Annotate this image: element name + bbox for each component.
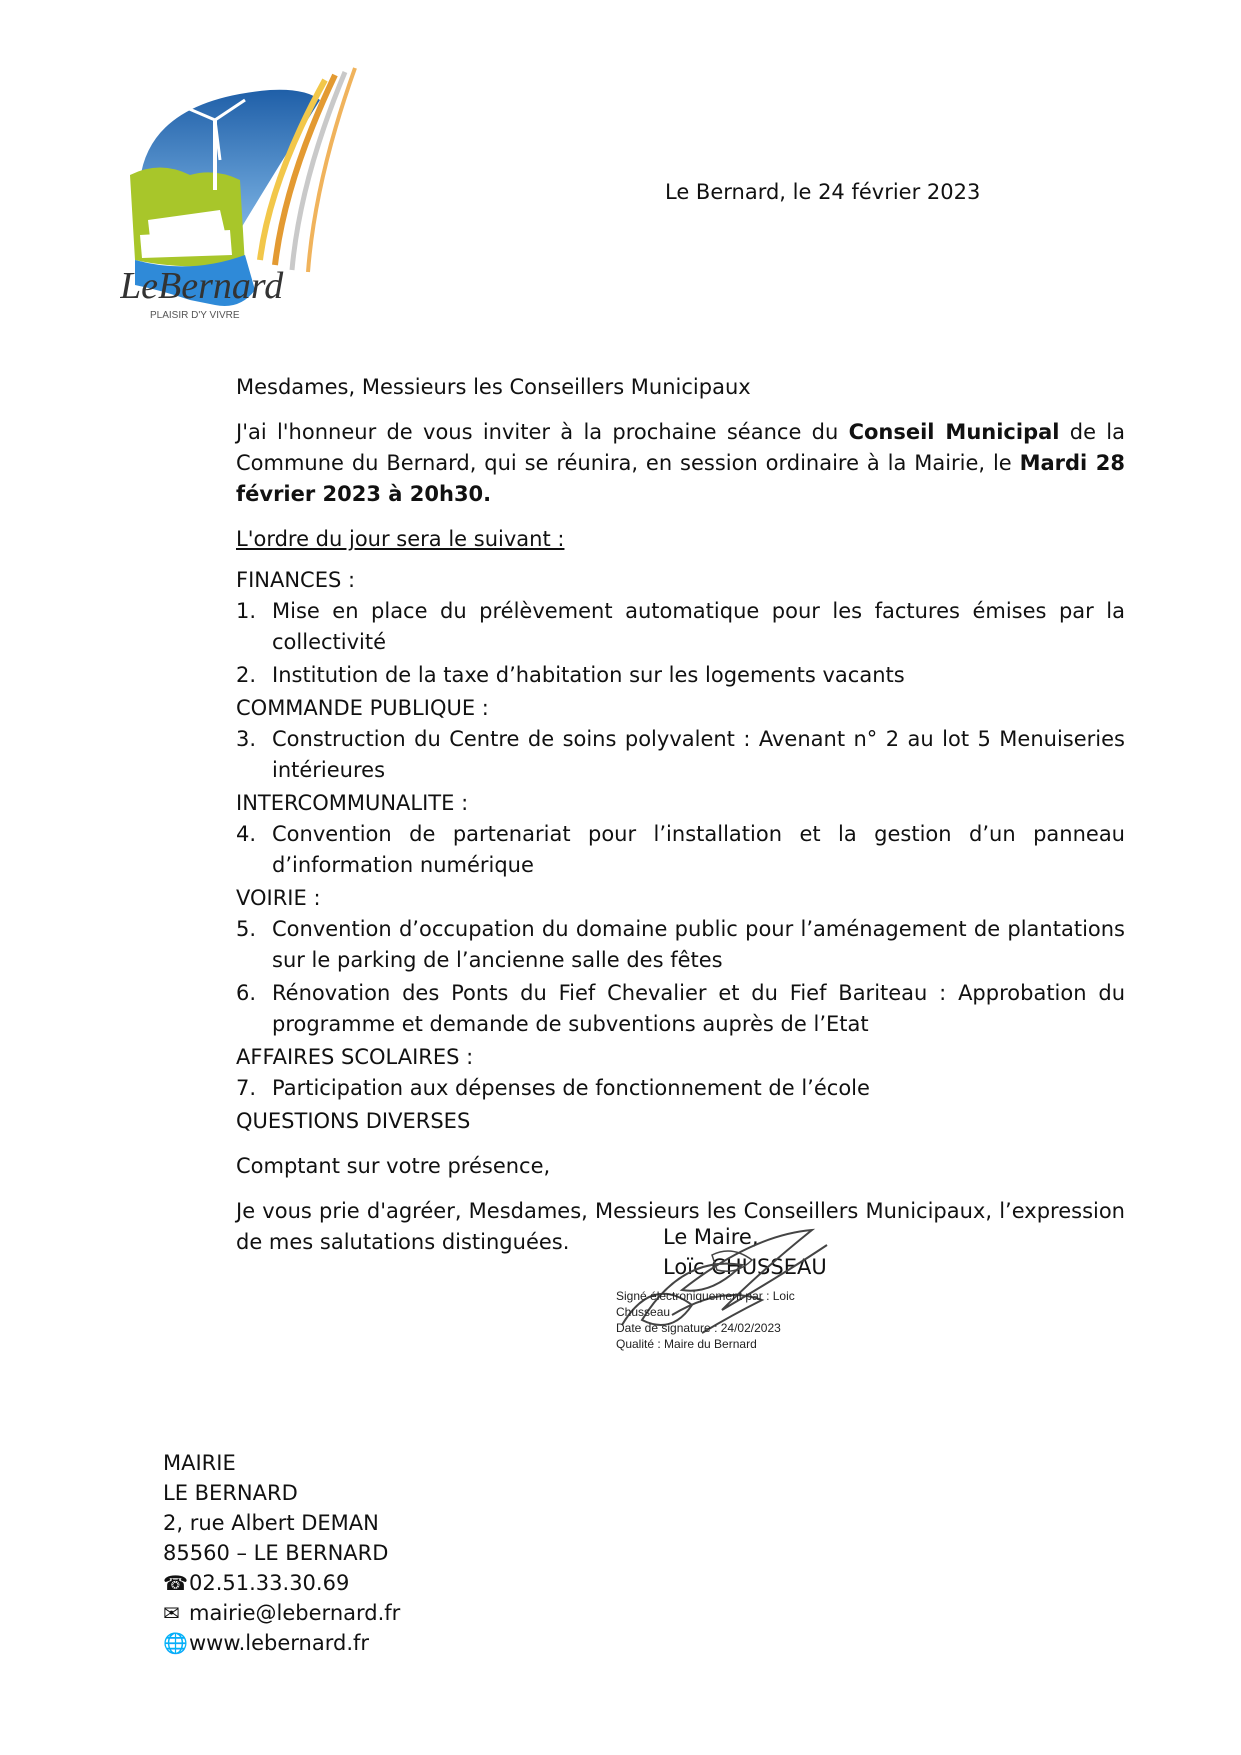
closing-presence: Comptant sur votre présence, (236, 1154, 551, 1178)
globe-icon: 🌐 (163, 1631, 188, 1655)
agenda-item: 4. Convention de partenariat pour l’installation et la gestion d’un panneau d’information numérique (236, 822, 1125, 877)
section-title: VOIRIE : (236, 886, 321, 910)
logo-tagline: PLAISIR D'Y VIVRE (150, 310, 240, 321)
agenda-title: L'ordre du jour sera le suivant : (236, 527, 565, 551)
agenda-item: 1. Mise en place du prélèvement automatique pour les factures émises par la collectivité (236, 599, 1125, 654)
address-line1: MAIRIE (163, 1451, 236, 1475)
agenda-item: 2. Institution de la taxe d’habitation sur les logements vacants (236, 663, 905, 687)
website-line[interactable] (163, 1628, 400, 1658)
agenda-item: 7. Participation aux dépenses de fonctionnement de l’école (236, 1076, 870, 1100)
agenda-section-finances (236, 565, 1125, 691)
phone-line (163, 1568, 400, 1598)
agenda-item: 5. Convention d’occupation du domaine public pour l’aménagement de plantations sur le parking de l’ancienne salle des fêtes (236, 917, 1125, 972)
email-link[interactable]: mairie@lebernard.fr (189, 1601, 401, 1625)
address-line2: LE BERNARD (163, 1481, 298, 1505)
intro-paragraph: J'ai l'honneur de vous inviter à la prochaine séance du Conseil Municipal de la Commune du Bernard, qui se réunira, en session ordinaire à la Mairie, le Mardi 28 février 2023 à 20h30. (236, 420, 1125, 506)
stamp-line: Chusseau (616, 1305, 671, 1319)
agenda-section-commande-publique (236, 693, 1125, 786)
signer-name: Loïc CHUSSEAU (663, 1255, 827, 1279)
agenda-section-affaires-scolaires (236, 1042, 1125, 1104)
agenda-item: 3. Construction du Centre de soins polyvalent : Avenant n° 2 au lot 5 Menuiseries intérieures (236, 727, 1125, 782)
envelope-icon: ✉ (163, 1601, 180, 1625)
signer-role: Le Maire, (663, 1225, 759, 1249)
mairie-address (163, 1448, 400, 1658)
address-city: 85560 – LE BERNARD (163, 1541, 389, 1565)
section-title: COMMANDE PUBLIQUE : (236, 696, 489, 720)
stamp-line: Date de signature : 24/02/2023 (616, 1321, 781, 1335)
stamp-line: Qualité : Maire du Bernard (616, 1337, 757, 1351)
closing-salutations: Je vous prie d'agréer, Mesdames, Messieurs les Conseillers Municipaux, l’expression de mes salutations distinguées. (236, 1199, 1125, 1254)
agenda-section-voirie (236, 883, 1125, 1040)
section-title: INTERCOMMUNALITE : (236, 791, 469, 815)
address-street: 2, rue Albert DEMAN (163, 1511, 379, 1535)
stamp-line: Signé électroniquement par : Loic (616, 1289, 795, 1303)
phone-number: 02.51.33.30.69 (189, 1571, 350, 1595)
letter-date: Le Bernard, le 24 février 2023 (665, 180, 981, 204)
email-line[interactable] (163, 1598, 400, 1628)
section-title: FINANCES : (236, 568, 356, 592)
le-bernard-logo (120, 60, 380, 350)
letter-body (236, 372, 1125, 1272)
agenda-section-intercommunalite (236, 788, 1125, 881)
phone-icon: ☎ (163, 1571, 188, 1595)
salutation: Mesdames, Messieurs les Conseillers Municipaux (236, 375, 751, 399)
electronic-signature-stamp (616, 1288, 795, 1352)
agenda-item: 6. Rénovation des Ponts du Fief Chevalier et du Fief Bariteau : Approbation du programme et demande de subventions auprès de l’Etat (236, 981, 1125, 1036)
questions-diverses: QUESTIONS DIVERSES (236, 1109, 471, 1133)
website-link[interactable]: www.lebernard.fr (189, 1631, 370, 1655)
section-title: AFFAIRES SCOLAIRES : (236, 1045, 474, 1069)
logo-brand-text: LeBernard (120, 265, 284, 307)
